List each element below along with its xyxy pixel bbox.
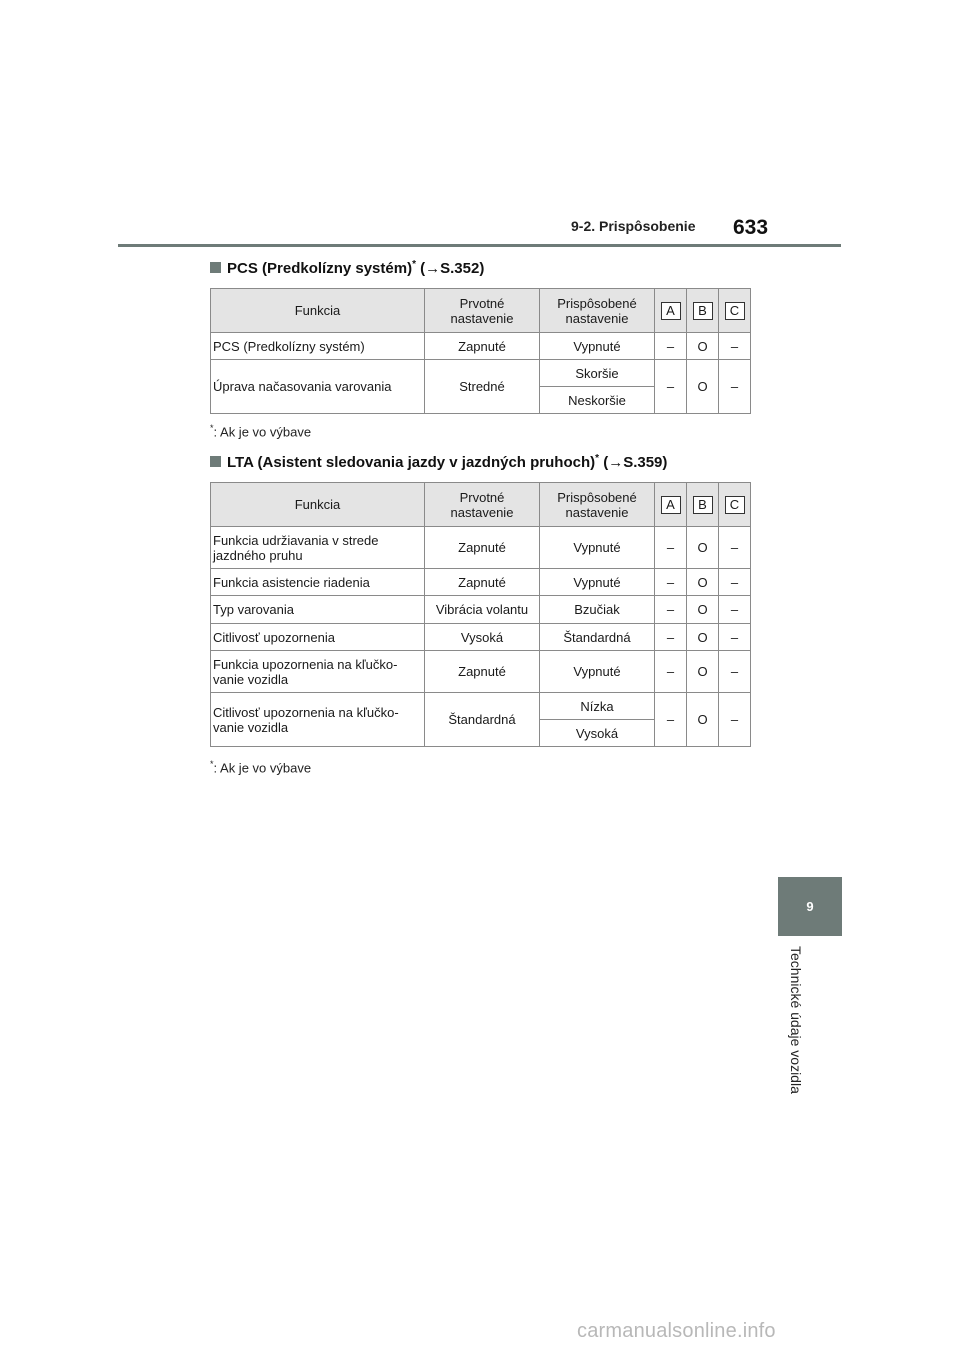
col-a [655, 289, 687, 333]
table-row: Neskoršie [211, 387, 751, 414]
table-row: Citlivosť upozornenia na kľučko-vanie vozidla Štandardná Nízka – O – [211, 693, 751, 720]
lta-page-ref: (→S.359) [603, 454, 668, 471]
col-c [719, 289, 751, 333]
table-row: Typ varovania Vibrácia volantu Bzučiak – O – [211, 596, 751, 624]
lta-table [210, 482, 751, 747]
col-a [655, 483, 687, 527]
b-icon: B [693, 496, 713, 514]
table-row: Funkcia asistencie riadenia Zapnuté Vypnuté – O – [211, 569, 751, 596]
table-row: Funkcia upozornenia na kľučko-vanie vozidla Zapnuté Vypnuté – O – [211, 651, 751, 693]
col-custom: Prispôsobené nastavenie [540, 289, 655, 333]
pcs-heading: PCS (Predkolízny systém)* (→S.352) [210, 259, 484, 277]
col-custom: Prispôsobené nastavenie [540, 483, 655, 527]
c-icon: C [725, 496, 745, 514]
pcs-footnote: *: Ak je vo výbave [210, 423, 312, 440]
c-icon: C [725, 302, 745, 320]
lta-header-row [211, 483, 751, 527]
chapter-number: 9 [806, 899, 814, 914]
watermark: carmanualsonline.info [577, 1320, 776, 1342]
chapter-title: Technické údaje vozidla [788, 946, 804, 1094]
col-b [687, 289, 719, 333]
section-title: 9-2. Prispôsobenie [571, 218, 696, 234]
a-icon: A [661, 496, 681, 514]
page-number: 633 [733, 216, 769, 239]
table-row: Úprava načasovania varovania Stredné Skoršie – O – [211, 360, 751, 387]
lta-heading: LTA (Asistent sledovania jazdy v jazdných pruhoch)* (→S.359) [210, 453, 667, 471]
col-function: Funkcia [211, 483, 425, 527]
col-default: Prvotné nastavenie [425, 289, 540, 333]
table-row: Funkcia udržiavania v strede jazdného pruhu Zapnuté Vypnuté – O – [211, 527, 751, 569]
col-c [719, 483, 751, 527]
table-row: Citlivosť upozornenia Vysoká Štandardná – O – [211, 624, 751, 651]
b-icon: B [693, 302, 713, 320]
col-b [687, 483, 719, 527]
col-function: Funkcia [211, 289, 425, 333]
chapter-tab [778, 877, 842, 936]
pcs-header-row [211, 289, 751, 333]
square-bullet-icon [210, 262, 221, 273]
pcs-table [210, 288, 751, 414]
a-icon: A [661, 302, 681, 320]
square-bullet-icon [210, 456, 221, 467]
lta-footnote: *: Ak je vo výbave [210, 759, 312, 776]
table-row: Vysoká [211, 720, 751, 747]
table-row: PCS (Predkolízny systém) Zapnuté Vypnuté – O – [211, 333, 751, 360]
header-rule [118, 244, 841, 247]
pcs-page-ref: (→S.352) [420, 260, 485, 277]
col-default: Prvotné nastavenie [425, 483, 540, 527]
